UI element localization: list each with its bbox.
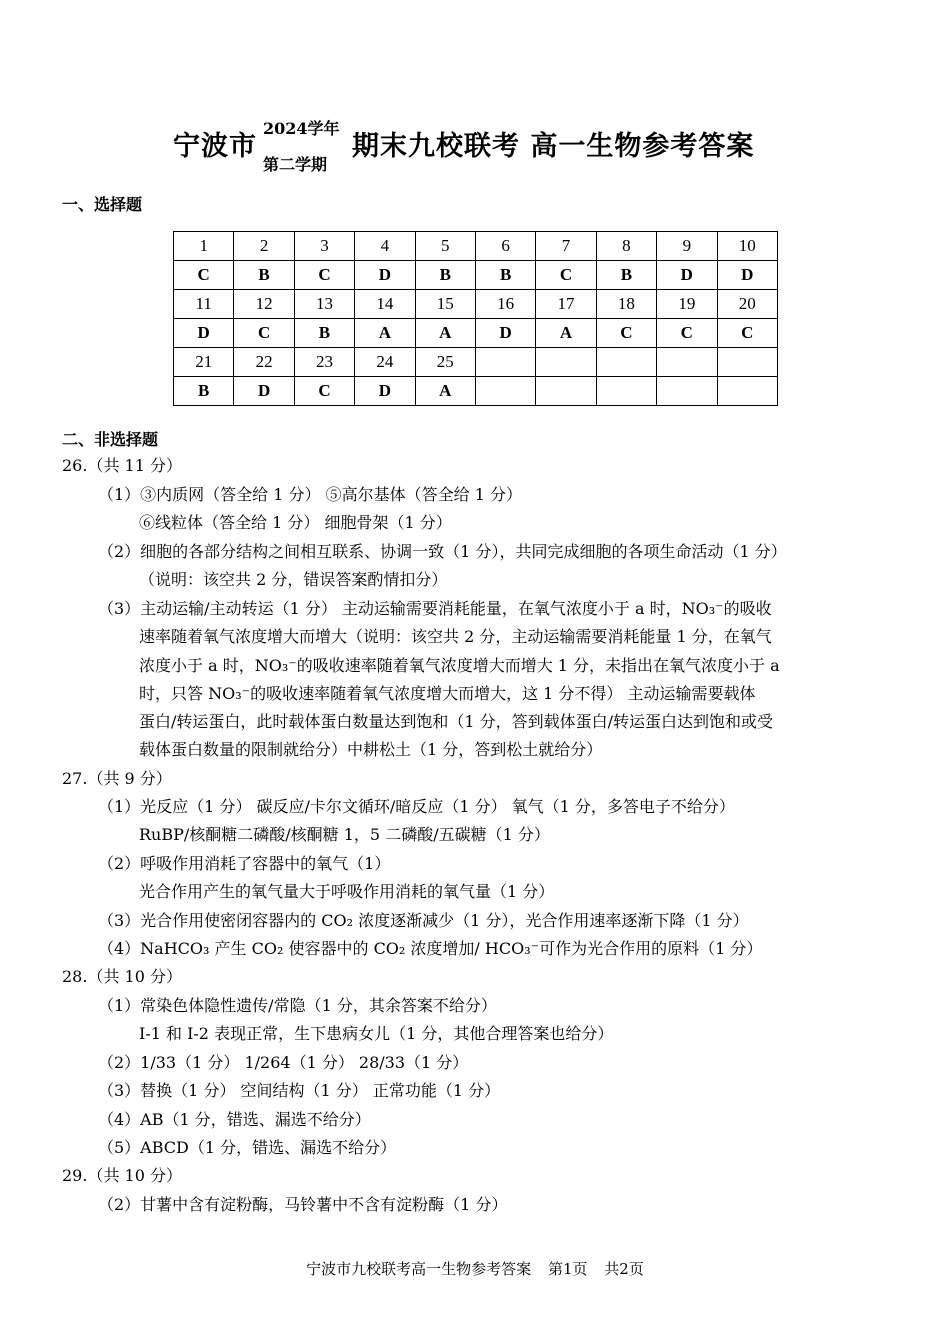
question-number-cell: 1 xyxy=(174,232,234,261)
answer-letter-cell: A xyxy=(415,319,475,348)
question-number-cell: 18 xyxy=(596,290,656,319)
answer-letter-cell xyxy=(657,377,717,406)
answer-line: （3）替换（1 分） 空间结构（1 分） 正常功能（1 分） xyxy=(98,1081,501,1100)
question-number-cell: 6 xyxy=(475,232,535,261)
title-term: 第二学期 xyxy=(263,155,328,174)
answer-letter-cell: C xyxy=(234,319,294,348)
question-number-cell: 7 xyxy=(536,232,596,261)
answer-line: RuBP/核酮糖二磷酸/核酮糖 1，5 二磷酸/五碳糖（1 分） xyxy=(139,825,550,844)
answer-line: （4）AB（1 分，错选、漏选不给分） xyxy=(98,1110,371,1129)
answer-line: 时，只答 NO₃⁻的吸收速率随着氧气浓度增大而增大，这 1 分不得） 主动运输需要载体 xyxy=(139,684,756,703)
page-title xyxy=(0,112,950,174)
answer-letter-row xyxy=(174,261,778,290)
question-number-cell: 17 xyxy=(536,290,596,319)
answer-letter-cell: C xyxy=(596,319,656,348)
question-number-cell: 4 xyxy=(355,232,415,261)
question-number-cell: 13 xyxy=(294,290,354,319)
answer-letter-cell: C xyxy=(294,377,354,406)
answer-letter-cell xyxy=(717,377,777,406)
answer-letter-cell: B xyxy=(294,319,354,348)
question-26-heading: 26.（共 11 分） xyxy=(62,456,182,475)
answer-line: （2）甘薯中含有淀粉酶，马铃薯中不含有淀粉酶（1 分） xyxy=(98,1195,508,1214)
answer-letter-cell: A xyxy=(415,377,475,406)
answer-line: ⑥线粒体（答全给 1 分） 细胞骨架（1 分） xyxy=(139,513,452,532)
answer-line: （3）光合作用使密闭容器内的 CO₂ 浓度逐渐减少（1 分），光合作用速率逐渐下降（1 分） xyxy=(98,911,749,930)
footer-text: 宁波市九校联考高一生物参考答案 xyxy=(306,1260,532,1278)
question-29-heading: 29.（共 10 分） xyxy=(62,1166,182,1185)
answer-letter-cell: D xyxy=(174,319,234,348)
question-number-cell: 12 xyxy=(234,290,294,319)
question-number-cell: 16 xyxy=(475,290,535,319)
answer-letter-cell: D xyxy=(355,377,415,406)
answer-letter-cell: B xyxy=(415,261,475,290)
question-number-row xyxy=(174,232,778,261)
answer-line: 浓度小于 a 时，NO₃⁻的吸收速率随着氧气浓度增大而增大 1 分，未指出在氧气浓度小于 a xyxy=(139,656,780,675)
answer-letter-cell: D xyxy=(717,261,777,290)
page-footer xyxy=(0,1258,950,1279)
question-number-cell xyxy=(717,348,777,377)
title-rest: 期末九校联考 高一生物参考答案 xyxy=(352,131,755,162)
answer-line: （说明：该空共 2 分，错误答案酌情扣分） xyxy=(139,570,448,589)
answer-letter-cell: B xyxy=(475,261,535,290)
question-number-cell xyxy=(657,348,717,377)
question-number-cell: 9 xyxy=(657,232,717,261)
answer-letter-cell: A xyxy=(355,319,415,348)
answer-letter-cell: C xyxy=(717,319,777,348)
answer-letter-cell: A xyxy=(536,319,596,348)
answer-line: 载体蛋白数量的限制就给分）中耕松土（1 分，答到松土就给分） xyxy=(139,740,603,759)
answer-letter-cell xyxy=(475,377,535,406)
question-number-cell: 8 xyxy=(596,232,656,261)
question-number-cell xyxy=(536,348,596,377)
answer-letter-cell: D xyxy=(475,319,535,348)
answer-letter-cell: C xyxy=(657,319,717,348)
question-number-cell: 25 xyxy=(415,348,475,377)
question-number-row xyxy=(174,348,778,377)
answer-line: 光合作用产生的氧气量大于呼吸作用消耗的氧气量（1 分） xyxy=(139,882,555,901)
question-number-cell: 11 xyxy=(174,290,234,319)
footer-page: 第1页 xyxy=(547,1260,588,1278)
title-city: 宁波市 xyxy=(173,131,257,162)
answer-letter-cell: D xyxy=(657,261,717,290)
answer-letter-row xyxy=(174,377,778,406)
question-number-cell: 15 xyxy=(415,290,475,319)
answer-letter-cell xyxy=(596,377,656,406)
question-number-cell: 24 xyxy=(355,348,415,377)
answer-letter-cell: B xyxy=(234,261,294,290)
answer-table xyxy=(173,231,778,406)
question-number-cell: 22 xyxy=(234,348,294,377)
question-number-cell: 10 xyxy=(717,232,777,261)
answer-line: （3）主动运输/主动转运（1 分） 主动运输需要消耗能量，在氧气浓度小于 a 时，NO₃⁻的吸收 xyxy=(98,599,772,618)
answer-line: （1）常染色体隐性遗传/常隐（1 分，其余答案不给分） xyxy=(98,996,497,1015)
question-number-cell: 5 xyxy=(415,232,475,261)
answer-line: （2）呼吸作用消耗了容器中的氧气（1） xyxy=(98,854,391,873)
answer-line: I-1 和 I-2 表现正常，生下患病女儿（1 分，其他合理答案也给分） xyxy=(139,1024,614,1043)
title-year: 2024学年 xyxy=(263,119,340,138)
answer-letter-cell: B xyxy=(174,377,234,406)
answer-letter-cell: C xyxy=(174,261,234,290)
question-number-cell xyxy=(596,348,656,377)
question-number-row xyxy=(174,290,778,319)
question-28-heading: 28.（共 10 分） xyxy=(62,967,182,986)
footer-total: 共2页 xyxy=(604,1260,644,1278)
answer-line: （5）ABCD（1 分，错选、漏选不给分） xyxy=(98,1138,397,1157)
question-number-cell: 20 xyxy=(717,290,777,319)
question-number-cell xyxy=(475,348,535,377)
answer-letter-row xyxy=(174,319,778,348)
answer-line: （1）③内质网（答全给 1 分） ⑤高尔基体（答全给 1 分） xyxy=(98,485,522,504)
question-number-cell: 21 xyxy=(174,348,234,377)
question-27-heading: 27.（共 9 分） xyxy=(62,769,172,788)
answer-line: （4）NaHCO₃ 产生 CO₂ 使容器中的 CO₂ 浓度增加/ HCO₃⁻可作为光合作用的原料（1 分） xyxy=(98,939,763,958)
answer-letter-cell: B xyxy=(596,261,656,290)
answer-letter-cell xyxy=(536,377,596,406)
answer-line: （1）光反应（1 分） 碳反应/卡尔文循环/暗反应（1 分） 氧气（1 分，多答电子不给分） xyxy=(98,797,735,816)
question-number-cell: 19 xyxy=(657,290,717,319)
answer-letter-cell: C xyxy=(536,261,596,290)
answer-line: 速率随着氧气浓度增大而增大（说明：该空共 2 分，主动运输需要消耗能量 1 分，在氧气 xyxy=(139,627,772,646)
question-number-cell: 14 xyxy=(355,290,415,319)
question-number-cell: 2 xyxy=(234,232,294,261)
answer-line: （2）1/33（1 分） 1/264（1 分） 28/33（1 分） xyxy=(98,1053,469,1072)
question-number-cell: 3 xyxy=(294,232,354,261)
answer-line: 蛋白/转运蛋白，此时载体蛋白数量达到饱和（1 分，答到载体蛋白/转运蛋白达到饱和或受 xyxy=(139,712,774,731)
answer-letter-cell: C xyxy=(294,261,354,290)
section-heading-nonchoice: 二、非选择题 xyxy=(62,430,159,449)
answer-letter-cell: D xyxy=(355,261,415,290)
answer-line: （2）细胞的各部分结构之间相互联系、协调一致（1 分），共同完成细胞的各项生命活动（1 分） xyxy=(98,542,787,561)
answer-letter-cell: D xyxy=(234,377,294,406)
section-heading-choice: 一、选择题 xyxy=(62,195,143,214)
question-number-cell: 23 xyxy=(294,348,354,377)
